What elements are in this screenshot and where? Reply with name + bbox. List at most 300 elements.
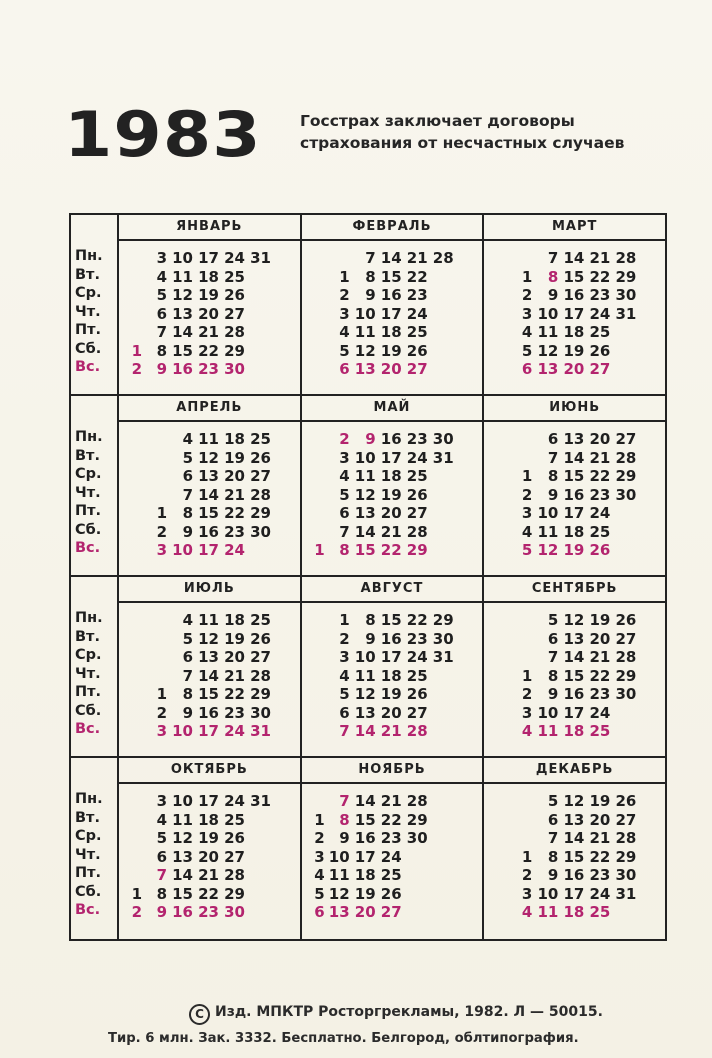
day-number	[431, 305, 457, 324]
weekday-row	[490, 685, 665, 704]
day-number: 15	[563, 467, 585, 485]
day-number	[308, 523, 328, 542]
day-number: 3	[156, 792, 167, 810]
day-number	[510, 630, 535, 649]
day-number: 27	[615, 430, 637, 448]
day-number: 2	[521, 485, 533, 504]
weekday-row	[125, 704, 300, 723]
day-number: 1	[339, 611, 350, 629]
weekday-row	[125, 667, 300, 686]
day-number: 23	[224, 522, 245, 541]
day-number: 21	[589, 829, 611, 847]
day-number: 11	[537, 903, 559, 921]
day-number	[510, 648, 535, 667]
day-number: 4	[521, 323, 533, 341]
day-number: 10	[537, 304, 559, 323]
day-number	[490, 305, 510, 324]
day-number: 12	[537, 541, 559, 559]
day-number: 26	[589, 541, 611, 559]
day-number: 12	[354, 685, 376, 703]
weekday-row	[308, 648, 483, 667]
day-number: 9	[182, 703, 193, 722]
weekday-row	[125, 811, 300, 830]
day-number	[308, 704, 328, 723]
weekday-label: Пн.	[75, 248, 103, 264]
day-number: 27	[406, 703, 428, 722]
day-number: 7	[156, 866, 167, 884]
weekday-row	[308, 611, 483, 630]
day-number: 31	[250, 792, 271, 810]
day-number: 17	[563, 884, 585, 903]
day-number: 13	[563, 629, 585, 648]
day-number: 9	[156, 903, 167, 921]
day-number: 27	[224, 304, 245, 323]
day-number: 5	[339, 485, 350, 504]
month-name: ИЮЛЬ	[119, 577, 300, 603]
quarter-row	[71, 577, 665, 758]
day-number	[613, 342, 639, 361]
day-number	[248, 848, 274, 867]
day-number	[405, 848, 431, 867]
day-number: 13	[172, 304, 193, 323]
day-number: 21	[589, 448, 611, 467]
day-number	[125, 685, 145, 704]
day-number: 27	[250, 467, 271, 485]
day-number: 26	[615, 792, 637, 810]
day-number: 21	[224, 485, 245, 504]
day-number: 12	[563, 611, 585, 629]
weekday-row	[490, 430, 665, 449]
day-number	[248, 360, 274, 379]
weekday-label: Ср.	[75, 828, 102, 844]
day-number	[490, 611, 510, 630]
day-number: 27	[615, 629, 637, 648]
month-days	[119, 784, 300, 922]
day-number	[125, 305, 145, 324]
day-number: 25	[406, 323, 428, 341]
day-number: 4	[521, 722, 533, 740]
day-number: 17	[198, 541, 219, 559]
day-number: 11	[198, 611, 219, 629]
day-number: 3	[521, 304, 533, 323]
day-number: 3	[314, 847, 325, 866]
day-number: 3	[156, 541, 167, 559]
day-number	[308, 722, 328, 741]
weekday-row	[125, 903, 300, 922]
month-name: НОЯБРЬ	[302, 758, 483, 784]
day-number: 5	[314, 884, 325, 903]
month-block	[117, 215, 300, 394]
weekday-row	[308, 523, 483, 542]
day-number: 13	[537, 360, 559, 378]
day-number	[125, 541, 145, 560]
weekday-label: Вт.	[75, 628, 100, 645]
day-number: 30	[615, 685, 637, 703]
day-number: 26	[380, 884, 402, 903]
day-number: 7	[547, 648, 559, 666]
day-number: 3	[339, 448, 350, 467]
day-number: 26	[224, 286, 245, 304]
month-days	[484, 422, 665, 560]
day-number: 10	[354, 448, 376, 467]
weekday-label: Пт.	[75, 865, 102, 881]
day-number: 27	[250, 648, 271, 666]
day-number	[490, 430, 510, 449]
day-number	[125, 811, 145, 830]
month-days	[302, 784, 483, 922]
day-number: 11	[537, 323, 559, 341]
weekday-row	[490, 885, 665, 904]
weekday-row	[125, 249, 300, 268]
day-number: 2	[521, 286, 533, 304]
day-number: 5	[156, 286, 167, 304]
day-number: 2	[131, 903, 142, 921]
day-number: 8	[182, 685, 193, 703]
weekday-row	[490, 486, 665, 505]
day-number: 12	[563, 792, 585, 810]
weekday-row	[490, 829, 665, 848]
day-number: 1	[131, 341, 142, 360]
day-number: 18	[380, 467, 402, 485]
day-number: 3	[521, 504, 533, 522]
day-number: 5	[521, 541, 533, 559]
day-number	[431, 360, 457, 379]
weekday-row	[125, 286, 300, 305]
weekday-labels	[71, 577, 117, 756]
day-number: 9	[339, 829, 350, 847]
day-number	[125, 323, 145, 342]
day-number: 12	[328, 884, 350, 903]
day-number: 2	[521, 866, 533, 884]
weekday-row	[490, 360, 665, 379]
weekday-label: Пн.	[75, 791, 103, 807]
weekday-row	[308, 630, 483, 649]
day-number: 14	[172, 866, 193, 884]
weekday-label: Чт.	[75, 846, 101, 863]
day-number: 11	[198, 430, 219, 448]
weekday-row	[490, 504, 665, 523]
day-number	[490, 685, 510, 704]
day-number: 16	[172, 903, 193, 921]
weekday-row	[125, 430, 300, 449]
weekday-label: Пн.	[75, 429, 103, 445]
day-number: 14	[354, 792, 376, 810]
day-number: 19	[589, 611, 611, 629]
day-number: 25	[224, 267, 245, 286]
day-number: 14	[563, 249, 585, 267]
day-number: 8	[547, 666, 559, 685]
day-number: 10	[172, 249, 193, 267]
day-number: 9	[365, 286, 376, 304]
weekday-row	[308, 885, 483, 904]
day-number: 16	[563, 485, 585, 504]
day-number	[490, 523, 510, 542]
day-number: 14	[354, 522, 376, 541]
day-number	[613, 541, 639, 560]
day-number: 23	[198, 360, 219, 378]
day-number	[431, 885, 457, 904]
day-number: 6	[182, 467, 193, 485]
weekday-label: Сб.	[75, 702, 102, 719]
day-number: 20	[380, 703, 402, 722]
day-number: 29	[615, 666, 637, 685]
day-number: 7	[365, 249, 376, 267]
day-number: 20	[198, 304, 219, 323]
day-number	[145, 467, 170, 486]
day-number: 29	[432, 611, 454, 629]
day-number: 24	[224, 722, 245, 740]
day-number: 18	[198, 810, 219, 829]
day-number: 8	[365, 611, 376, 629]
month-days	[119, 603, 300, 741]
day-number	[490, 792, 510, 811]
day-number: 2	[521, 685, 533, 703]
day-number: 28	[615, 249, 637, 267]
day-number	[145, 630, 170, 649]
weekday-row	[308, 903, 483, 922]
day-number: 15	[380, 611, 402, 629]
day-number	[431, 704, 457, 723]
day-number: 21	[589, 249, 611, 267]
day-number: 27	[380, 903, 402, 921]
weekday-label: Пт.	[75, 503, 102, 519]
day-number	[490, 811, 510, 830]
weekday-label: Вс.	[75, 359, 101, 375]
weekday-row	[490, 249, 665, 268]
weekday-row	[490, 848, 665, 867]
weekday-label: Вт.	[75, 266, 100, 283]
day-number	[510, 811, 535, 830]
day-number: 1	[339, 267, 350, 286]
day-number	[431, 523, 457, 542]
weekday-label: Вт.	[75, 809, 100, 826]
day-number: 28	[615, 829, 637, 847]
weekday-labels	[71, 758, 117, 939]
day-number: 19	[563, 541, 585, 559]
day-number: 28	[615, 648, 637, 666]
day-number: 8	[547, 267, 559, 286]
weekday-row	[125, 848, 300, 867]
day-number: 23	[380, 829, 402, 847]
day-number: 5	[521, 341, 533, 360]
day-number: 11	[354, 467, 376, 485]
day-number: 22	[198, 341, 219, 360]
day-number: 14	[380, 249, 402, 267]
day-number: 28	[250, 666, 271, 685]
day-number: 28	[224, 323, 245, 341]
day-number: 12	[537, 341, 559, 360]
day-number: 29	[615, 847, 637, 866]
month-name: ДЕКАБРЬ	[484, 758, 665, 784]
day-number: 25	[380, 866, 402, 884]
day-number	[308, 630, 328, 649]
day-number: 19	[563, 341, 585, 360]
day-number: 17	[198, 722, 219, 740]
day-number: 6	[339, 360, 350, 378]
day-number: 17	[198, 249, 219, 267]
day-number: 29	[406, 810, 428, 829]
day-number: 13	[563, 810, 585, 829]
day-number: 5	[182, 629, 193, 648]
day-number: 31	[615, 884, 637, 903]
weekday-row	[490, 866, 665, 885]
weekday-row	[125, 449, 300, 468]
day-number: 16	[380, 430, 402, 448]
weekday-row	[125, 268, 300, 287]
weekday-row	[125, 885, 300, 904]
day-number: 16	[198, 703, 219, 722]
weekday-row	[125, 648, 300, 667]
day-number: 19	[198, 286, 219, 304]
day-number	[613, 704, 639, 723]
weekday-row	[490, 268, 665, 287]
weekday-row	[308, 430, 483, 449]
day-number	[431, 342, 457, 361]
day-number: 13	[172, 847, 193, 866]
month-block	[482, 396, 665, 575]
weekday-row	[490, 467, 665, 486]
weekday-label: Сб.	[75, 883, 102, 900]
day-number: 19	[198, 829, 219, 847]
slogan	[300, 110, 700, 154]
day-number: 6	[547, 629, 559, 648]
day-number	[510, 449, 535, 468]
weekday-row	[308, 268, 483, 287]
day-number: 18	[563, 522, 585, 541]
weekday-row	[308, 541, 483, 560]
weekday-row	[125, 467, 300, 486]
day-number: 10	[537, 703, 559, 722]
day-number	[490, 848, 510, 867]
weekday-row	[490, 630, 665, 649]
day-number: 28	[406, 522, 428, 541]
day-number: 11	[354, 323, 376, 341]
weekday-row	[308, 704, 483, 723]
day-number: 30	[250, 522, 271, 541]
day-number: 25	[224, 810, 245, 829]
day-number	[125, 430, 145, 449]
day-number: 22	[380, 541, 402, 559]
day-number: 29	[224, 341, 245, 360]
day-number	[613, 722, 639, 741]
day-number: 23	[589, 286, 611, 304]
day-number	[308, 360, 328, 379]
day-number: 19	[354, 884, 376, 903]
weekday-label: Чт.	[75, 484, 101, 501]
day-number: 24	[406, 304, 428, 323]
day-number: 12	[354, 341, 376, 360]
day-number: 24	[224, 541, 245, 559]
day-number: 23	[406, 629, 428, 648]
day-number: 30	[224, 903, 245, 921]
day-number: 15	[198, 685, 219, 703]
day-number: 12	[198, 448, 219, 467]
print-info: Тир. 6 млн. Зак. 3332. Бесплатно. Белгород, облтипография.	[108, 1031, 579, 1046]
day-number: 4	[156, 810, 167, 829]
day-number: 6	[547, 810, 559, 829]
day-number: 23	[406, 430, 428, 448]
day-number	[490, 449, 510, 468]
day-number: 2	[339, 430, 350, 448]
day-number	[308, 449, 328, 468]
weekday-row	[490, 667, 665, 686]
day-number	[308, 467, 328, 486]
weekday-row	[490, 722, 665, 741]
weekday-row	[125, 829, 300, 848]
day-number: 29	[615, 267, 637, 286]
day-number: 27	[224, 847, 245, 866]
day-number: 28	[406, 792, 428, 810]
weekday-row	[490, 541, 665, 560]
day-number: 7	[156, 323, 167, 341]
day-number: 18	[563, 323, 585, 341]
day-number: 22	[198, 884, 219, 903]
day-number: 17	[563, 304, 585, 323]
day-number: 19	[224, 629, 245, 648]
day-number: 15	[172, 341, 193, 360]
day-number: 26	[589, 341, 611, 360]
day-number: 30	[432, 430, 454, 448]
day-number	[125, 486, 145, 505]
day-number: 1	[521, 847, 533, 866]
day-number	[431, 541, 457, 560]
day-number: 2	[314, 829, 325, 847]
day-number: 26	[615, 611, 637, 629]
day-number	[308, 486, 328, 505]
day-number	[431, 722, 457, 741]
day-number: 18	[380, 666, 402, 685]
day-number	[431, 685, 457, 704]
day-number	[490, 342, 510, 361]
weekday-row	[308, 792, 483, 811]
day-number	[405, 903, 431, 922]
day-number: 3	[521, 884, 533, 903]
day-number: 11	[537, 722, 559, 740]
day-number: 13	[328, 903, 350, 921]
month-block	[482, 577, 665, 756]
month-block	[482, 758, 665, 939]
day-number: 9	[156, 360, 167, 378]
day-number: 17	[198, 792, 219, 810]
day-number: 23	[589, 866, 611, 884]
weekday-row	[125, 611, 300, 630]
weekday-row	[308, 811, 483, 830]
day-number: 23	[406, 286, 428, 304]
day-number	[431, 667, 457, 686]
day-number: 22	[589, 666, 611, 685]
weekday-row	[308, 323, 483, 342]
day-number: 28	[432, 249, 454, 267]
day-number: 21	[380, 722, 402, 740]
day-number: 8	[339, 810, 350, 829]
day-number	[145, 667, 170, 686]
weekday-row	[490, 323, 665, 342]
day-number: 4	[339, 467, 350, 485]
day-number: 20	[563, 360, 585, 378]
day-number: 21	[589, 648, 611, 666]
weekday-row	[308, 848, 483, 867]
weekday-row	[308, 722, 483, 741]
day-number: 3	[156, 722, 167, 740]
day-number: 20	[589, 810, 611, 829]
day-number: 31	[432, 448, 454, 467]
month-name: ЯНВАРЬ	[119, 215, 300, 241]
day-number	[145, 486, 170, 505]
day-number	[431, 467, 457, 486]
day-number: 5	[547, 792, 559, 810]
day-number	[248, 305, 274, 324]
day-number: 30	[224, 360, 245, 378]
